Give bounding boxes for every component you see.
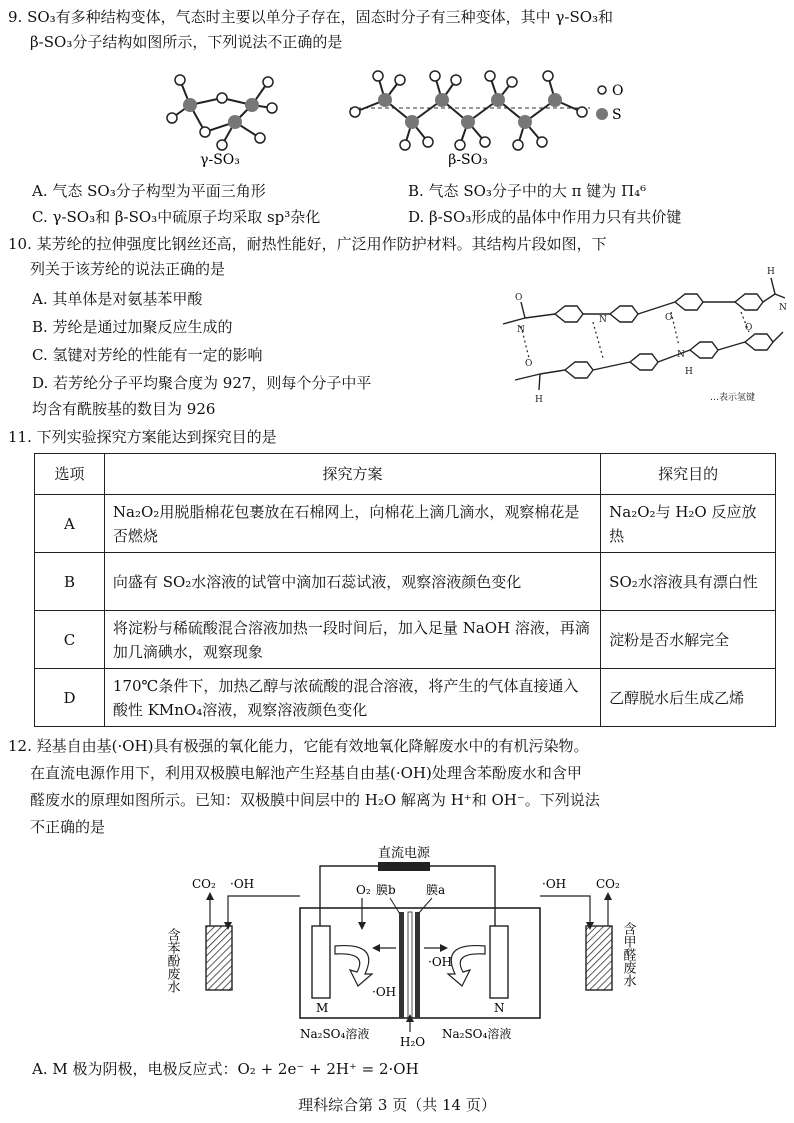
gamma-so3-label: γ-SO₃ [200,152,240,168]
water-label: H₂O [400,1035,426,1049]
table-row [35,553,776,611]
row-plan: 170℃条件下，加热乙醇与浓硫酸的混合溶液，将产生的气体直接通入酸性 KMnO₄溶液，观察溶液颜色变化 [104,669,600,727]
membrane-a [415,912,420,1018]
oxygen-legend-icon [598,86,606,94]
power-supply-icon [378,862,430,871]
table-header-row [35,454,776,495]
q10-option-d-line1: D. 若芳纶分子平均聚合度为 927，则每个分子中平 [32,374,372,392]
svg-text:N: N [677,350,685,360]
so3-structures-figure [150,60,630,172]
row-option: C [35,611,105,669]
row-option: A [35,495,105,553]
membrane-b-label: 膜b [376,883,396,897]
row-plan: Na₂O₂用脱脂棉花包裹放在石棉网上，向棉花上滴几滴水，观察棉花是否燃烧 [104,495,600,553]
svg-text:H: H [767,267,775,277]
electrode-n [490,926,508,998]
sulfur-legend-label: S [612,107,622,123]
row-goal: 淀粉是否水解完全 [601,611,776,669]
phenol-wastewater-label: 含苯酚废水 [164,928,180,993]
header-option: 选项 [35,454,105,495]
q9-option-a: A. 气态 SO₃分子构型为平面三角形 [32,182,266,200]
oxygen-legend-label: O [612,83,624,99]
formaldehyde-wastewater-label: 含甲醛废水 [620,922,636,987]
table-row [35,495,776,553]
right-hydroxyl-label: ·OH [542,877,567,891]
svg-text:O: O [515,293,523,303]
right-reaction-arrow [448,946,485,986]
svg-text:H: H [685,367,693,377]
right-waste-tank [586,926,612,990]
q12-option-a: A. M 极为阴极，电极反应式：O₂ + 2e⁻ + 2H⁺ = 2·OH [32,1060,419,1078]
right-solution-label: Na₂SO₄溶液 [442,1027,512,1041]
row-plan: 将淀粉与稀硫酸混合溶液加热一段时间后，加入足量 NaOH 溶液，再滴加几滴碘水，观察现象 [104,611,600,669]
q9-stem-line2: β-SO₃分子结构如图所示，下列说法不正确的是 [30,33,343,51]
q12-stem-line2: 在直流电源作用下，利用双极膜电解池产生羟基自由基(·OH)处理含苯酚废水和含甲 [30,764,582,782]
svg-text:N: N [599,315,607,325]
hydrogen-bond-note: …表示氢键 [710,393,756,403]
q10-stem-line1: 10. 某芳纶的拉伸强度比钢丝还高，耐热性能好，广泛用作防护材料。其结构片段如图，下 [8,235,607,253]
power-supply-label: 直流电源 [377,846,431,861]
header-plan: 探究方案 [104,454,600,495]
q11-stem: 11. 下列实验探究方案能达到探究目的是 [8,428,277,446]
membrane-b [399,912,404,1018]
row-goal: 乙醇脱水后生成乙烯 [601,669,776,727]
right-co2-label: CO₂ [596,877,620,891]
beta-so3-molecule [350,71,590,150]
svg-text:N: N [517,325,525,335]
row-plan: 向盛有 SO₂水溶液的试管中滴加石蕊试液，观察溶液颜色变化 [104,553,600,611]
left-solution-label: Na₂SO₄溶液 [300,1027,370,1041]
experiment-table [34,453,776,727]
electrolysis-cell-figure [150,842,650,1050]
page-footer: 理科综合第 3 页（共 14 页） [298,1096,496,1114]
svg-text:O: O [745,323,753,333]
row-option: B [35,553,105,611]
electrode-m-label: M [316,1001,329,1015]
aramid-atom-labels [515,267,787,405]
left-hydroxyl-label: ·OH [230,877,255,891]
gamma-so3-molecule [167,75,277,150]
left-waste-tank [206,926,232,990]
mid-hydroxyl-label-2: ·OH [372,985,397,999]
q10-option-a: A. 其单体是对氨基苯甲酸 [32,290,203,308]
electrode-m [312,926,330,998]
q10-stem-line2: 列关于该芳纶的说法正确的是 [30,260,226,278]
row-option: D [35,669,105,727]
svg-text:H: H [535,395,543,405]
header-goal: 探究目的 [601,454,776,495]
aramid-lower-chain [515,332,783,390]
membrane-a-label: 膜a [426,883,446,897]
q9-option-c: C. γ-SO₃和 β-SO₃中硫原子均采取 sp³杂化 [32,208,321,226]
sulfur-legend-icon [596,108,608,120]
row-goal: Na₂O₂与 H₂O 反应放热 [601,495,776,553]
oxygen-label: O₂ [356,883,371,897]
q10-option-c: C. 氢键对芳纶的性能有一定的影响 [32,346,263,364]
q12-stem-line4: 不正确的是 [30,818,106,836]
aramid-structure-figure [495,262,785,414]
q9-option-b: B. 气态 SO₃分子中的大 π 键为 Π₄⁶ [408,182,647,200]
q10-option-d-line2: 均含有酰胺基的数目为 926 [32,400,216,418]
table-row [35,611,776,669]
svg-text:N: N [779,303,787,313]
left-reaction-arrow [335,946,372,986]
svg-text:O: O [525,359,533,369]
q9-option-d: D. β-SO₃形成的晶体中作用力只有共价键 [408,208,682,226]
q10-option-b: B. 芳纶是通过加聚反应生成的 [32,318,233,336]
electrode-n-label: N [494,1001,505,1015]
q12-stem-line1: 12. 羟基自由基(·OH)具有极强的氧化能力，它能有效地氧化降解废水中的有机污染物。 [8,737,589,755]
q9-stem-line1: 9. SO₃有多种结构变体，气态时主要以单分子存在，固态时分子有三种变体，其中 γ-SO₃和 [8,8,614,26]
beta-so3-label: β-SO₃ [448,152,488,168]
mid-hydroxyl-label-1: ·OH [428,955,453,969]
q12-stem-line3: 醛废水的原理如图所示。已知：双极膜中间层中的 H₂O 解离为 H⁺和 OH⁻。下列说法 [30,791,600,809]
left-co2-label: CO₂ [192,877,216,891]
table-row [35,669,776,727]
row-goal: SO₂水溶液具有漂白性 [601,553,776,611]
svg-text:O: O [665,313,673,323]
